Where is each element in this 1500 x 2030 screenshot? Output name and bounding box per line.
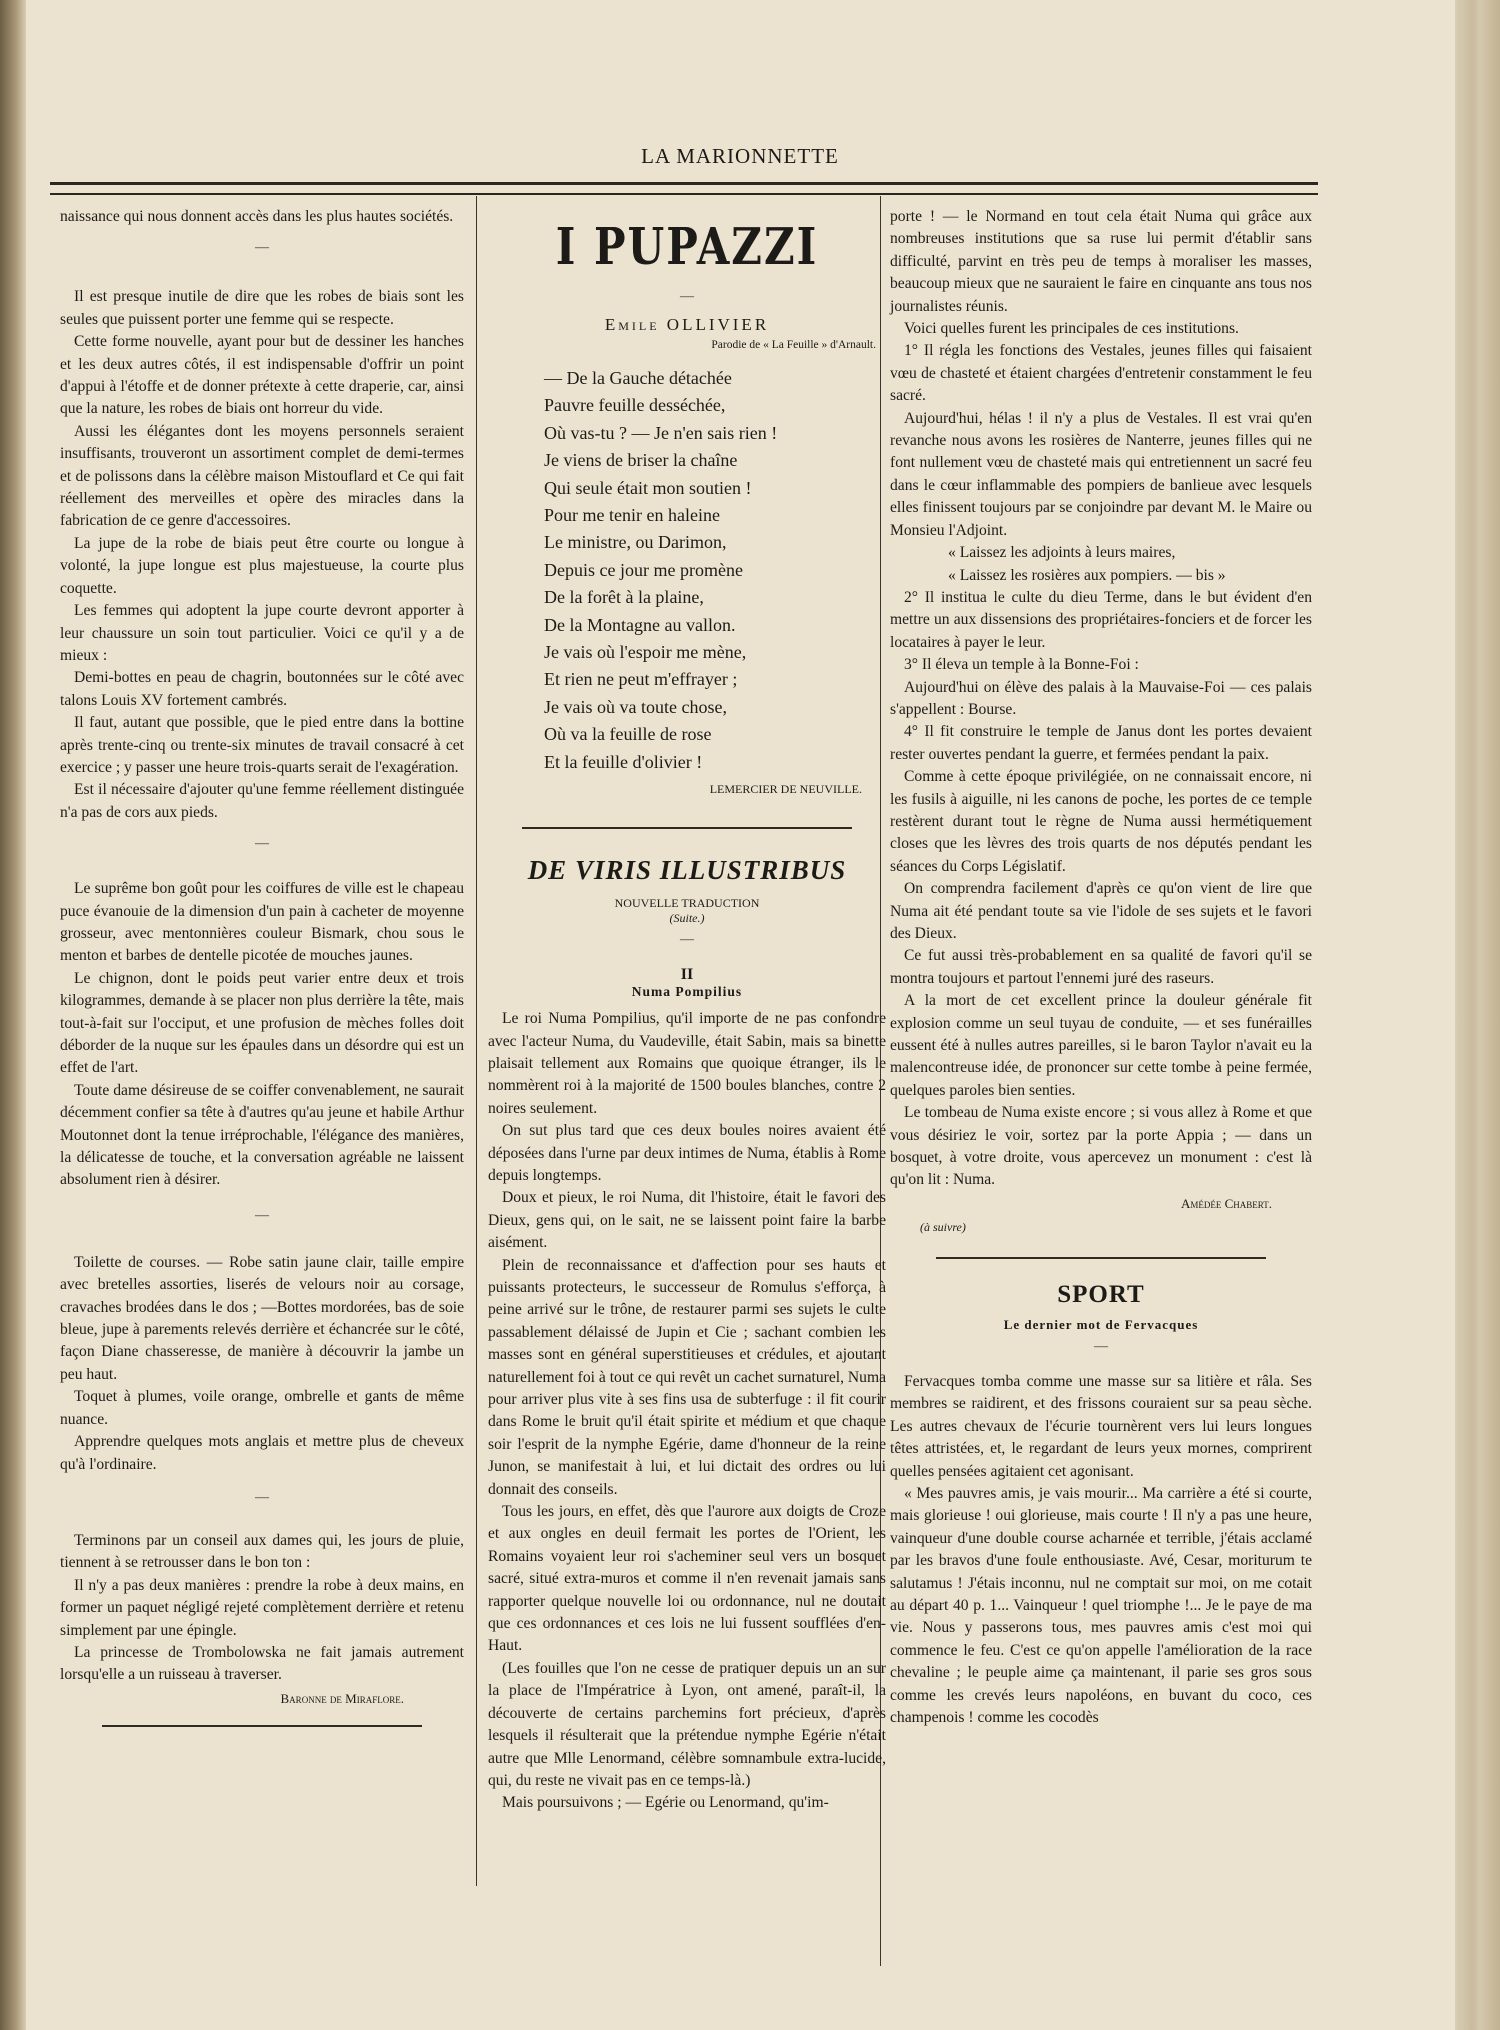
column-divider-1 [476,196,477,1886]
separator: — [255,836,269,852]
paragraph: « Mes pauvres amis, je vais mourir... Ma carrière a été si courte, mais glorieuse ! oui glorieuse, mais courte ! Il n'y a pas une heure, vainqueur d'une double course acharnée et terrible, j'étais acclamé par les bravos d'une foule enthousiaste. Avé, Cesar, moriturum te salutamus ! J'étais inconnu, nul ne comptait sur moi, on me cotait au départ 40 p. 1... Vainqueur ! quel triomphe !... Je le paye de ma vie. Nous y passerons tous, mes pauvres amis c'est moi qui commence le feu. C'est ce qu'on appelle l'amélioration de la race chevaline ; le peuple aime ça maintenant, il parie ses gros sous comme les crevés leurs napoléons, en buvant du coco, ces champenois ! comme les cocodès [890,1484,1312,1726]
poem-signature: LEMERCIER DE NEUVILLE. [709,782,862,797]
to-be-continued: (à suivre) [920,1219,966,1234]
column-fashion [60,206,464,1727]
paragraph: Mais poursuivons ; — Egérie ou Lenormand, qu'im- [502,1794,829,1812]
paragraph: La jupe de la robe de biais peut être courte ou longue à volonté, la jupe longue est plus majestueuse, la courte plus coquette. [60,534,464,597]
paragraph: 1° Il régla les fonctions des Vestales, jeunes filles qui faisaient vœu de chasteté et étaient chargées d'entretenir constamment le feu sacré. [890,342,1312,405]
paragraph: A la mort de cet excellent prince la douleur générale fit explosion comme un seul tuyau de conduite, — et ses funérailles eussent été à nulles autres pareilles, si le baron Taylor n'avait eu la malencontreuse idée, de prononcer sur cette tombe à peine fermée, quelques paroles bien senties. [890,992,1312,1099]
poem-line: Je viens de briser la chaîne [544,450,738,471]
poem-line: Qui seule était mon soutien ! [544,477,752,498]
paragraph: Aussi les élégantes dont les moyens personnels seraient insuffisants, trouveront un assortiment complet de demi-termes et de polissons dans la célèbre maison Mistouflard et Ce qui fait réellement des merveilles et opère des miracles dans la fabrication de ce genre d'accessoires. [60,422,464,530]
poem-line: Pour me tenir en haleine [544,505,720,526]
paragraph: Le chignon, dont le poids peut varier entre deux et trois kilogrammes, demande à se placer non plus derrière la tête, mais tout-à-fait sur l'occiput, et une profusion de mèches folles doit déborder de la nuque sur les épaules dans un désordre qui est un effet de l'art. [60,969,464,1077]
paragraph: Apprendre quelques mots anglais et mettre plus de cheveux qu'à l'ordinaire. [60,1433,464,1473]
paragraph: Terminons par un conseil aux dames qui, les jours de pluie, tiennent à se retrousser dans le bon ton : [60,1531,464,1572]
poem-line: De la Montagne au vallon. [544,614,736,635]
poem-line: Où vas-tu ? — Je n'en sais rien ! [544,422,778,443]
paragraph: 2° Il institua le culte du dieu Terme, dans le but évident d'en mettre un aux dissensions des propriétaires-fonciers et de forcer les locataires à payer le leur. [890,588,1312,651]
author-signature: Amédée Chabert. [1180,1195,1272,1211]
paragraph: Il n'y a pas deux manières : prendre la robe à deux mains, en former un paquet négligé rejeté complètement derrière et retenu simplement par une épingle. [60,1576,464,1639]
page-edges [1455,0,1500,2030]
paragraph: (Les fouilles que l'on ne cesse de pratiquer depuis un an sur la place de l'Impératrice à Lyon, ont amené, paraît-il, la découverte de certains parchemins fort précieux, d'après lesquels il résulterait que la prétendue nymphe Egérie n'était autre que Mlle Lenormand, célèbre somnambule extra-lucide, qui, du reste ne vivait pas en ce temps-là.) [488,1659,886,1789]
poem-line: Je vais où va toute chose, [544,696,727,717]
paragraph: Toquet à plumes, voile orange, ombrelle et gants de même nuance. [60,1388,464,1428]
poem-line: Où va la feuille de rose [544,724,712,745]
paragraph: Tous les jours, en effet, dès que l'aurore aux doigts de Croze et aux ongles en deuil fermait les portes de l'Orient, les Romains voyaient leur roi s'acheminer seul vers un bosquet sacré, situé extra-muros et comme il n'en revenait jamais sans rapporter quelque nouvelle loi ou ordonnance, nul ne doutait que ces ordonnances et ces lois ne lui fussent soufflées d'en-Haut. [488,1503,886,1655]
paragraph: Fervacques tomba comme une masse sur sa litière et râla. Ses membres se raidirent, et des frissons couraient sur sa peau sèche. Les autres chevaux de l'écurie tournèrent vers lui leurs longues têtes attristées, et, le regardant de leurs yeux mornes, comprirent quelles pensées agitaient cet agonisant. [890,1372,1312,1480]
paragraph: Il faut, autant que possible, que le pied entre dans la bottine après trente-cinq ou trente-six minutes de travail consacré à cet exercice ; y passer une heure trois-quarts serait de l'exagération. [60,714,464,776]
separator: — [680,932,694,948]
poem-line: Et rien ne peut m'effrayer ; [544,669,738,690]
paragraph: Toilette de courses. — Robe satin jaune clair, taille empire avec bretelles assorties, liserés de velours noir au corsage, cravaches brodées dans le dos ; —Bottes mordorées, bas de soie bleue, jupe à parements relevés derrière et échancrée sur le côté, façon Diane chasseresse, de manière à découvrir la jambe un peu haut. [60,1253,464,1383]
poem-line: — De la Gauche détachée [544,368,732,388]
parody-note: Parodie de « La Feuille » d'Arnault. [711,339,876,351]
paragraph: Cette forme nouvelle, ayant pour but de dessiner les hanches et les deux autres côtés, il est indispensable d'offrir un point d'appui à l'étoffe et de donner prétexte à cette draperie, car, ainsi que la nature, les robes de biais ont horreur du vide. [60,333,464,418]
paragraph: Les femmes qui adoptent la jupe courte devront apporter à leur chaussure un soin tout particulier. Voici ce qu'il y a de mieux : [60,602,464,664]
quote-line: « Laissez les adjoints à leurs maires, [948,544,1176,562]
paragraph: porte ! — le Normand en tout cela était Numa qui grâce aux nombreuses institutions que sa ruse lui permit d'établir sans difficulté, parvint en très peu de temps à moraliser les masses, beaucoup mieux que ne sauraient le faire en cinquante ans tous nos journalistes réunis. [890,208,1312,315]
separator: — [255,240,269,256]
section-rule [522,827,852,829]
paragraph: Le suprême bon goût pour les coiffures de ville est le chapeau puce évanouie de la dimension d'un pain à cacheter de moyenne grosseur, avec mentonnières couleur Bismark, chou sous le menton et barbes de dentelle picotée de mouches jaunes. [60,880,464,965]
book-binding [0,0,26,2030]
paragraph: Est il nécessaire d'ajouter qu'une femme réellement distinguée n'a pas de cors aux pieds. [60,781,464,821]
paragraph: 4° Il fit construire le temple de Janus dont les portes devaient rester ouvertes pendant la guerre, et fermées pendant la paix. [890,723,1312,763]
column-pupazzi-viris [488,206,886,1815]
paragraph: On comprendra facilement d'après ce qu'on vient de lire que Numa ait été pendant toute sa vie l'idole de ses sujets et le favori des Dieux. [890,880,1312,942]
paragraph: naissance qui nous donnent accès dans les plus hautes sociétés. [60,208,454,225]
poem-line: Depuis ce jour me promène [544,559,743,580]
chapter-title: Numa Pompilius [631,984,743,1000]
poem-line: Je vais où l'espoir me mène, [544,642,747,663]
paragraph: Ce fut aussi très-probablement en sa qualité de favori qu'il se montra toujours et partout l'ennemi juré des raseurs. [890,947,1312,987]
poem-line: Pauvre feuille desséchée, [544,395,726,416]
paragraph: Toute dame désireuse de se coiffer convenablement, ne saurait décemment confier sa tête à d'autres qu'au jeune et habile Arthur Moutonnet dont la tenue irréprochable, l'élégance des manières, la délicatesse de touche, et la conversation agréable ne laissent absolument rien à désirer. [60,1081,464,1189]
separator: — [1094,1338,1108,1354]
paragraph: On sut plus tard que ces deux boules noires avaient été déposées dans l'urne par deux intimes de Numa, établis à Rome depuis longtemps. [488,1122,886,1184]
paragraph: Comme à cette époque privilégiée, on ne connaissait encore, ni les fusils à aiguille, ni les canons de poche, les portes de ce temple restèrent durant tout le règne de Numa aussi hermétiquement closes que les lèvres des trois quarts de nos députés pendant les séances du Corps Législatif. [890,768,1312,875]
section-rule [936,1257,1266,1259]
author-signature: Baronne de Miraflore. [280,1690,404,1706]
sport-subtitle: Le dernier mot de Fervacques [1003,1316,1199,1332]
chapter-number: II [680,966,694,984]
end-rule [102,1725,422,1727]
paragraph: Demi-bottes en peau de chagrin, boutonnées sur le côté avec talons Louis XV fortement cambrés. [60,669,464,709]
quote-line: « Laissez les rosières aux pompiers. — bis » [948,566,1226,584]
poem [544,365,886,776]
masthead-title: LA MARIONNETTE [641,144,839,168]
paragraph: Aujourd'hui on élève des palais à la Mauvaise-Foi — ces palais s'appellent : Bourse. [890,678,1312,718]
poem-line: Et la feuille d'olivier ! [544,751,703,772]
pupazzi-title: I PUPAZZI [555,217,819,276]
paragraph: La princesse de Trombolowska ne fait jamais autrement lorsqu'elle a un ruisseau à traverser. [60,1643,464,1684]
paragraph: Le roi Numa Pompilius, qu'il importe de ne pas confondre avec l'acteur Numa, du Vaudeville, était Sabin, mais sa binette plaisait tellement aux Romains que quoique étranger, ils le nommèrent roi à la majorité de 1500 boules blanches, contre 2 noires seulement. [488,1010,886,1117]
paragraph: Voici quelles furent les principales de ces institutions. [904,320,1239,338]
separator: — [255,1489,269,1505]
paragraph: Le tombeau de Numa existe encore ; si vous allez à Rome et que vous désiriez le voir, sortez par la porte Appia ; — dans un bosquet, à votre droite, vous apercevez un monument : c'est là qu'on lit : Numa. [890,1104,1312,1189]
paragraph: 3° Il éleva un temple à la Bonne-Foi : [904,656,1139,674]
viris-title: DE VIRIS ILLUSTRIBUS [527,855,847,886]
paragraph: Doux et pieux, le roi Numa, dit l'histoire, était le favori des Dieux, gens qui, on le sait, ne se laissent point faire la barbe aisément. [488,1189,886,1252]
separator: — [255,1207,269,1223]
paragraph: Plein de reconnaissance et d'affection pour ses hauts et puissants protecteurs, le successeur de Romulus s'efforça, à peine arrivé sur le trône, de restaurer parmi ses sujets le culte passablement délaissé de Jupin et Cie ; sachant combien les masses sont en général superstitieuses et crédules, et ajoutant naturellement foi à tout ce qui revêt un cachet surnaturel, Numa pour arriver plus vite à ses fins usa de subterfuge : il fit courir dans Rome le bruit qu'il était spirite et médium et que chaque soir l'esprit de la nymphe Egérie, dame d'honneur de la reine Junon, se manifestait à lui, et lui dictait des ordres ou lui donnait des conseils. [488,1256,886,1498]
translation-label: NOUVELLE TRADUCTION [614,896,760,911]
paragraph: Il est presque inutile de dire que les robes de biais sont les seules que puissent porter une femme qui se respecte. [60,288,464,328]
suite-label: (Suite.) [669,911,705,926]
poem-line: De la forêt à la plaine, [544,587,704,608]
sport-title: SPORT [1057,1280,1145,1308]
paragraph: Aujourd'hui, hélas ! il n'y a plus de Vestales. Il est vrai qu'en revanche nous avons les rosières de Nanterre, jeunes filles qui ne font nullement vœu de chasteté mais qui entretiennent un sacré feu dans le cœur inflammable des pompiers de banlieue avec lesquels elles finissent toujours par se conjoindre par devant M. le Maire ou Monsieu l'Adjoint. [890,409,1312,539]
poem-line: Le ministre, ou Darimon, [544,532,727,553]
separator: — [680,289,694,304]
poem-subtitle: Emile OLLIVIER [604,315,770,334]
masthead-rule [50,182,1318,195]
column-numa-sport [890,206,1312,1729]
